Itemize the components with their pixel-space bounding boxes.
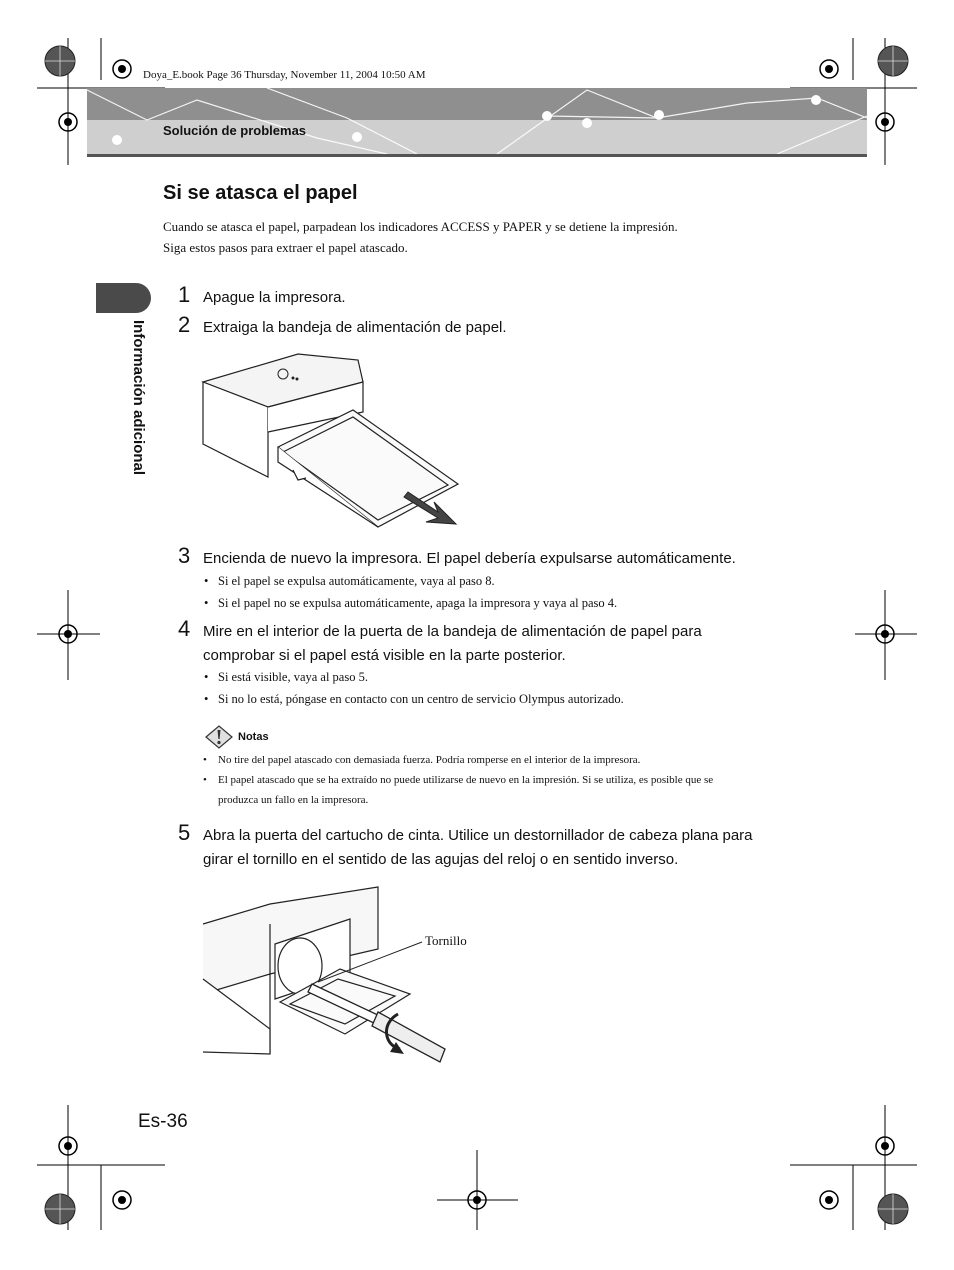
step-text [203, 824, 823, 872]
step-number: 1 [178, 282, 191, 307]
note-item: • No tire del papel atascado con demasiada fuerza. Podría romperse en el interior de la impresora. [218, 750, 788, 770]
note-item: • El papel atascado que se ha extraído no puede utilizarse de nuevo en la impresión. Si se utiliza, es posible que se [218, 770, 788, 790]
callout-label: Tornillo [425, 933, 467, 948]
bullet-item: • Si el papel no se expulsa automáticamente, apaga la impresora y vaya al paso 4. [218, 592, 617, 614]
step-4-bullets [218, 666, 624, 710]
bullet-item: • Si no lo está, póngase en contacto con un centro de servicio Olympus autorizado. [218, 688, 624, 710]
screwdriver-illustration [200, 884, 450, 1064]
step-text: Encienda de nuevo la impresora. El papel debería expulsarse automáticamente. [203, 550, 736, 567]
header-rule [87, 154, 867, 157]
intro [163, 216, 678, 258]
step-text-line: Mire en el interior de la puerta de la bandeja de alimentación de papel para [203, 623, 702, 640]
printer-tray-illustration [198, 352, 463, 532]
notes-list [218, 750, 788, 810]
warning-icon [204, 725, 234, 749]
intro-line: Siga estos pasos para extraer el papel atascado. [163, 240, 408, 255]
bullet-item: • Si el papel se expulsa automáticamente, vaya al paso 8. [218, 570, 617, 592]
step-number: 5 [178, 820, 191, 845]
page-number: Es-36 [138, 1111, 188, 1132]
step-text-line: Abra la puerta del cartucho de cinta. Utilice un destornillador de cabeza plana para [203, 827, 753, 844]
chapter-label: Información adicional [130, 320, 147, 476]
book-info: Doya_E.book Page 36 Thursday, November 11, 2004 10:50 AM [143, 69, 426, 81]
step-3-bullets [218, 570, 617, 614]
step-number: 2 [178, 312, 191, 337]
note-item-continuation: produzca un fallo en la impresora. [218, 794, 369, 806]
step-text: Extraiga la bandeja de alimentación de papel. [203, 319, 507, 336]
step-text [203, 620, 803, 668]
chapter-tab [96, 283, 151, 313]
intro-line: Cuando se atasca el papel, parpadean los indicadores ACCESS y PAPER y se detiene la impresión. [163, 219, 678, 234]
step-number: 4 [178, 616, 191, 641]
step-text: Apague la impresora. [203, 289, 346, 306]
step-number: 3 [178, 543, 191, 568]
page-title: Si se atasca el papel [163, 182, 358, 204]
step-text-line: girar el tornillo en el sentido de las agujas del reloj o en sentido inverso. [203, 851, 679, 868]
step-text-line: comprobar si el papel está visible en la parte posterior. [203, 647, 566, 664]
header-decoration [87, 88, 867, 154]
section-title: Solución de problemas [163, 123, 307, 138]
bullet-item: • Si está visible, vaya al paso 5. [218, 666, 624, 688]
notes-label: Notas [238, 731, 269, 743]
